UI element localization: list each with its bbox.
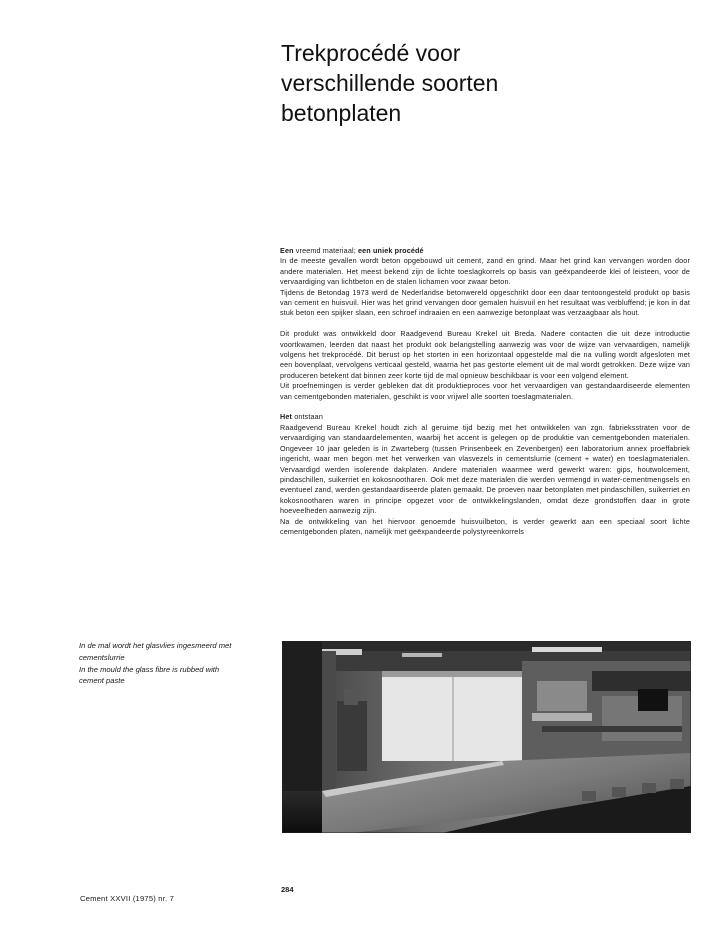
heading-text: ontstaan: [292, 412, 323, 422]
paragraph: Raadgevend Bureau Krekel houdt zich al geruime tijd bezig met het ontwikkelen van zgn. fabrieksstraten voor de vervaardiging van standaardelementen, waarbij het accent is gelegen op de produktie van cementgebonden materialen. Ongeveer 10 jaar geleden is in Zwarteberg (tussen Prinsenbeek en Zevenbergen) een laboratorium annex proeffabriek ingericht, waar men begon met het verwerken van vlasvezels in cementslurrie (cement + water) en toeslagmaterialen. Vervaardigd werden isolerende dakplaten. Andere materialen waarmee werd gewerkt waren: gips, houtwolcement, pindaschillen, suikerriet en kokosnootharen. Ook met deze materialen die werden vermengd in water-cementmengsels en eventueel zand, werden gestandaardiseerde platen gemaakt. De proeven naar betonplaten met pindaschillen, suikerriet en kokosnootharen waren in principe opgezet voor de ontwikkelingslanden, omdat deze grondstoffen daar in grote hoeveelheden aanwezig zijn.: [280, 422, 690, 516]
section-heading: [280, 246, 690, 256]
paragraph: Dit produkt was ontwikkeld door Raadgevend Bureau Krekel uit Breda. Nadere contacten die uit deze introductie voortkwamen, leerden dat naast het produkt ook belangstelling aanwezig was voor de wijze van vervaardigen, namelijk volgens het trekprocédé. Dit berust op het storten in een horizontaal opgestelde mal die na vulling wordt afgesloten met een bovenplaat, vervolgens verticaal gesteld, waarna het pas gestorte element uit de mal wordt getrokken. Deze wijze van produceren betekent dat binnen zeer korte tijd de mal opnieuw beschikbaar is voor een volgend element.: [280, 329, 690, 380]
heading-text: vreemd materiaal;: [293, 246, 359, 255]
caption-line: cement paste: [79, 676, 125, 686]
heading-bold: Het: [280, 412, 293, 422]
caption-line: In de mal wordt het glasvlies ingesmeerd met: [79, 641, 232, 650]
photo-caption: [79, 640, 269, 687]
title-line: verschillende soorten: [281, 70, 499, 96]
caption-line: In the mould the glass fibre is rubbed with: [79, 664, 220, 674]
title-line: Trekprocédé voor: [281, 40, 461, 66]
paragraph: Tijdens de Betondag 1973 werd de Nederlandse betonwereld opgeschrikt door een daar tentoongesteld produkt op basis van cement en huisvuil. Hier was het grind vervangen door gemalen huisvuil en het resultaat was verbluffend; je kon in dat stuk beton een spijker slaan, een schroef indraaien en een aanwezige betonplaat was verzaagbaar als hout.: [280, 287, 690, 318]
article-body: [280, 246, 690, 537]
factory-photo-image: [282, 641, 691, 833]
heading-bold: een uniek procédé: [358, 246, 424, 255]
paragraph: Na de ontwikkeling van het hiervoor genoemde huisvuilbeton, is verder gewerkt aan een speciaal soort lichte cementgebonden platen, namelijk met geëxpandeerde polystyreenkorrels: [280, 516, 690, 536]
caption-line: cementslurrie: [79, 652, 125, 662]
article-title: [281, 38, 681, 128]
journal-footer: Cement XXVII (1975) nr. 7: [80, 894, 175, 903]
page-number: 284: [281, 885, 294, 894]
section-heading: [280, 412, 690, 422]
heading-bold: Een: [280, 246, 294, 255]
title-line: betonplaten: [281, 100, 402, 126]
paragraph: In de meeste gevallen wordt beton opgebouwd uit cement, zand en grind. Maar het grind kan vervangen worden door andere materialen. Het meest bekend zijn de lichte toeslagkorrels op basis van geëxpandeerde klei of leisteen, voor de vervaardiging van lichtbeton en de stalen lichamen voor zwaar beton.: [280, 256, 690, 287]
paragraph: Uit proefnemingen is verder gebleken dat dit produktieproces voor het vervaardigen van gestandaardiseerde elementen van cementgebonden materialen, geschikt is voor vrijwel alle soorten toeslagmaterialen.: [280, 381, 690, 401]
factory-photo: [282, 641, 691, 833]
